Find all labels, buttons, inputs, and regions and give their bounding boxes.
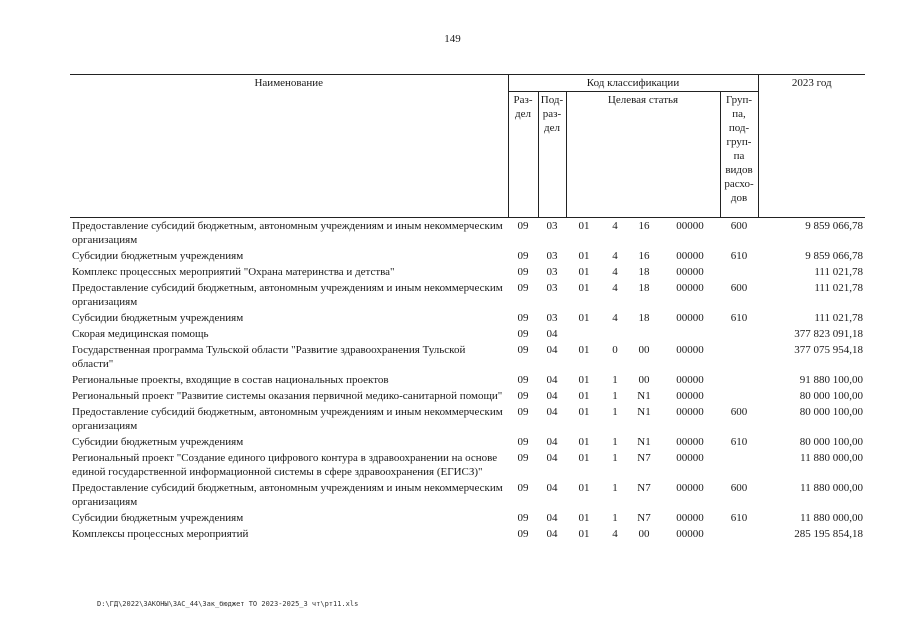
table-row <box>70 388 865 404</box>
row-expense-group <box>720 450 758 480</box>
row-target-structure: N7 <box>637 482 651 494</box>
row-podrazdel: 04 <box>546 528 558 540</box>
row-razdel: 09 <box>517 374 529 386</box>
row-target-type: 1 <box>612 390 618 402</box>
row-target-structure: 18 <box>638 282 650 294</box>
row-target-type: 1 <box>612 482 618 494</box>
row-podrazdel: 03 <box>546 282 558 294</box>
header-name: Наименование <box>70 75 508 218</box>
row-amount: 9 859 066,78 <box>805 250 863 262</box>
table-row <box>70 480 865 510</box>
row-expense-group: 600 <box>730 482 748 494</box>
table-row <box>70 372 865 388</box>
row-podrazdel: 04 <box>546 390 558 402</box>
row-target-type: 4 <box>612 528 618 540</box>
header-razdel: Раз- дел <box>508 92 538 218</box>
row-razdel: 09 <box>517 512 529 524</box>
row-name: Региональные проекты, входящие в состав национальных проектов <box>72 374 389 386</box>
row-podrazdel: 03 <box>546 220 558 232</box>
table-row <box>70 248 865 264</box>
row-target-direction <box>660 326 720 342</box>
row-target-program: 01 <box>578 452 590 464</box>
header-year: 2023 год <box>758 75 865 218</box>
row-name: Предоставление субсидий бюджетным, автономным учреждениям и иным некоммерческим организациям <box>72 406 503 432</box>
row-target-program: 01 <box>578 528 590 540</box>
page-number: 149 <box>444 33 461 45</box>
row-target-program: 01 <box>578 512 590 524</box>
row-target-direction: 00000 <box>676 220 704 232</box>
row-razdel: 09 <box>517 344 529 356</box>
row-target-type: 1 <box>612 452 618 464</box>
row-podrazdel: 04 <box>546 374 558 386</box>
row-target-structure: 18 <box>638 312 650 324</box>
row-target-direction: 00000 <box>676 436 704 448</box>
row-amount: 377 075 954,18 <box>794 344 863 356</box>
row-target-program <box>566 326 602 342</box>
row-razdel: 09 <box>517 266 529 278</box>
row-amount: 377 823 091,18 <box>794 328 863 340</box>
table-row <box>70 404 865 434</box>
row-expense-group <box>720 526 758 542</box>
row-target-direction: 00000 <box>676 282 704 294</box>
table-row <box>70 434 865 450</box>
row-podrazdel: 04 <box>546 512 558 524</box>
row-razdel: 09 <box>517 406 529 418</box>
row-target-direction: 00000 <box>676 250 704 262</box>
row-expense-group <box>720 372 758 388</box>
row-expense-group <box>720 388 758 404</box>
row-target-structure: N1 <box>637 390 651 402</box>
row-razdel: 09 <box>517 528 529 540</box>
row-name: Региональный проект "Развитие системы оказания первичной медико-санитарной помощи" <box>72 390 503 402</box>
row-target-type: 4 <box>612 282 618 294</box>
row-target-type: 1 <box>612 436 618 448</box>
table-row <box>70 526 865 542</box>
table-row <box>70 510 865 526</box>
row-amount: 285 195 854,18 <box>794 528 863 540</box>
row-amount: 11 880 000,00 <box>800 482 863 494</box>
row-razdel: 09 <box>517 282 529 294</box>
row-name: Комплексы процессных мероприятий <box>72 528 249 540</box>
row-razdel: 09 <box>517 436 529 448</box>
footer-file-path: D:\ГД\2022\ЗАКОНЫ\ЗАС_44\Зак_бюджет ТО 2023-2025_3 чт\рт11.xls <box>97 600 359 608</box>
row-amount: 80 000 100,00 <box>799 436 863 448</box>
row-target-structure: 00 <box>638 528 650 540</box>
row-target-direction: 00000 <box>676 312 704 324</box>
row-target-program: 01 <box>578 312 590 324</box>
table-row <box>70 342 865 372</box>
row-name: Государственная программа Тульской области "Развитие здравоохранения Тульской области" <box>72 344 466 370</box>
row-razdel: 09 <box>517 312 529 324</box>
row-target-structure: 16 <box>638 220 650 232</box>
row-target-type: 4 <box>612 266 618 278</box>
row-expense-group <box>720 264 758 280</box>
row-name: Субсидии бюджетным учреждениям <box>72 250 244 262</box>
row-razdel: 09 <box>517 250 529 262</box>
header-code-classification: Код классификации <box>508 75 758 92</box>
row-target-structure: N1 <box>637 406 651 418</box>
row-podrazdel: 04 <box>546 436 558 448</box>
row-amount: 80 000 100,00 <box>799 390 863 402</box>
row-name: Предоставление субсидий бюджетным, автономным учреждениям и иным некоммерческим организациям <box>72 282 503 308</box>
row-podrazdel: 03 <box>546 312 558 324</box>
row-name: Субсидии бюджетным учреждениям <box>72 512 244 524</box>
row-target-program: 01 <box>578 250 590 262</box>
row-razdel: 09 <box>517 220 529 232</box>
row-amount: 11 880 000,00 <box>800 512 863 524</box>
row-target-type <box>602 326 628 342</box>
row-amount: 111 021,78 <box>814 312 863 324</box>
row-target-type: 0 <box>612 344 618 356</box>
row-amount: 11 880 000,00 <box>800 452 863 464</box>
row-name: Региональный проект "Создание единого цифрового контура в здравоохранении на основе единой государственной информационной системы в сфере здравоохранения (ЕГИСЗ)" <box>72 452 498 478</box>
row-name: Скорая медицинская помощь <box>72 328 209 340</box>
table-row <box>70 280 865 310</box>
row-podrazdel: 04 <box>546 482 558 494</box>
row-expense-group <box>720 342 758 372</box>
row-target-type: 1 <box>612 512 618 524</box>
row-razdel: 09 <box>517 482 529 494</box>
row-target-program: 01 <box>578 406 590 418</box>
header-podrazdel: Под- раз- дел <box>538 92 566 218</box>
row-name: Предоставление субсидий бюджетным, автономным учреждениям и иным некоммерческим организациям <box>72 482 503 508</box>
row-expense-group: 600 <box>730 282 748 294</box>
row-target-structure: 00 <box>638 344 650 356</box>
row-expense-group: 610 <box>730 436 748 448</box>
row-target-direction: 00000 <box>676 512 704 524</box>
table-row <box>70 326 865 342</box>
row-target-direction: 00000 <box>676 482 704 494</box>
row-name: Комплекс процессных мероприятий "Охрана материнства и детства" <box>72 266 395 278</box>
row-target-program: 01 <box>578 374 590 386</box>
row-target-type: 1 <box>612 374 618 386</box>
row-target-structure: N7 <box>637 512 651 524</box>
row-expense-group: 610 <box>730 512 748 524</box>
row-podrazdel: 04 <box>546 344 558 356</box>
row-target-program: 01 <box>578 482 590 494</box>
row-podrazdel: 04 <box>546 406 558 418</box>
row-target-program: 01 <box>578 344 590 356</box>
row-name: Субсидии бюджетным учреждениям <box>72 312 244 324</box>
row-razdel: 09 <box>517 328 529 340</box>
row-target-direction: 00000 <box>676 528 704 540</box>
row-name: Субсидии бюджетным учреждениям <box>72 436 244 448</box>
table-row <box>70 218 865 249</box>
row-target-program: 01 <box>578 282 590 294</box>
row-target-structure: 18 <box>638 266 650 278</box>
row-amount: 91 880 100,00 <box>799 374 863 386</box>
row-target-direction: 00000 <box>676 390 704 402</box>
row-amount: 9 859 066,78 <box>805 220 863 232</box>
row-expense-group: 600 <box>730 220 748 232</box>
row-target-structure <box>628 326 660 342</box>
row-target-structure: 16 <box>638 250 650 262</box>
row-expense-group: 600 <box>730 406 748 418</box>
row-target-direction: 00000 <box>676 266 704 278</box>
header-group: Груп- па, под- груп- па видов расхо- дов <box>720 92 758 218</box>
row-target-type: 4 <box>612 220 618 232</box>
row-target-structure: N1 <box>637 436 651 448</box>
row-target-direction: 00000 <box>676 344 704 356</box>
row-razdel: 09 <box>517 390 529 402</box>
row-target-program: 01 <box>578 436 590 448</box>
row-amount: 111 021,78 <box>814 266 863 278</box>
table-body <box>70 218 865 543</box>
row-target-direction: 00000 <box>676 406 704 418</box>
header-target-article: Целевая статья <box>566 92 720 218</box>
budget-table <box>70 74 865 542</box>
row-target-structure: 00 <box>638 374 650 386</box>
row-amount: 80 000 100,00 <box>799 406 863 418</box>
row-amount: 111 021,78 <box>814 282 863 294</box>
row-podrazdel: 04 <box>546 328 558 340</box>
row-target-program: 01 <box>578 390 590 402</box>
row-podrazdel: 03 <box>546 266 558 278</box>
table-row <box>70 264 865 280</box>
row-target-direction: 00000 <box>676 452 704 464</box>
row-target-direction: 00000 <box>676 374 704 386</box>
row-target-type: 4 <box>612 250 618 262</box>
table-row <box>70 310 865 326</box>
row-target-type: 4 <box>612 312 618 324</box>
row-expense-group: 610 <box>730 250 748 262</box>
row-expense-group <box>720 326 758 342</box>
row-podrazdel: 03 <box>546 250 558 262</box>
row-name: Предоставление субсидий бюджетным, автономным учреждениям и иным некоммерческим организациям <box>72 220 503 246</box>
table-row <box>70 450 865 480</box>
row-target-program: 01 <box>578 220 590 232</box>
row-expense-group: 610 <box>730 312 748 324</box>
row-target-structure: N7 <box>637 452 651 464</box>
row-target-program: 01 <box>578 266 590 278</box>
row-razdel: 09 <box>517 452 529 464</box>
row-podrazdel: 04 <box>546 452 558 464</box>
row-target-type: 1 <box>612 406 618 418</box>
